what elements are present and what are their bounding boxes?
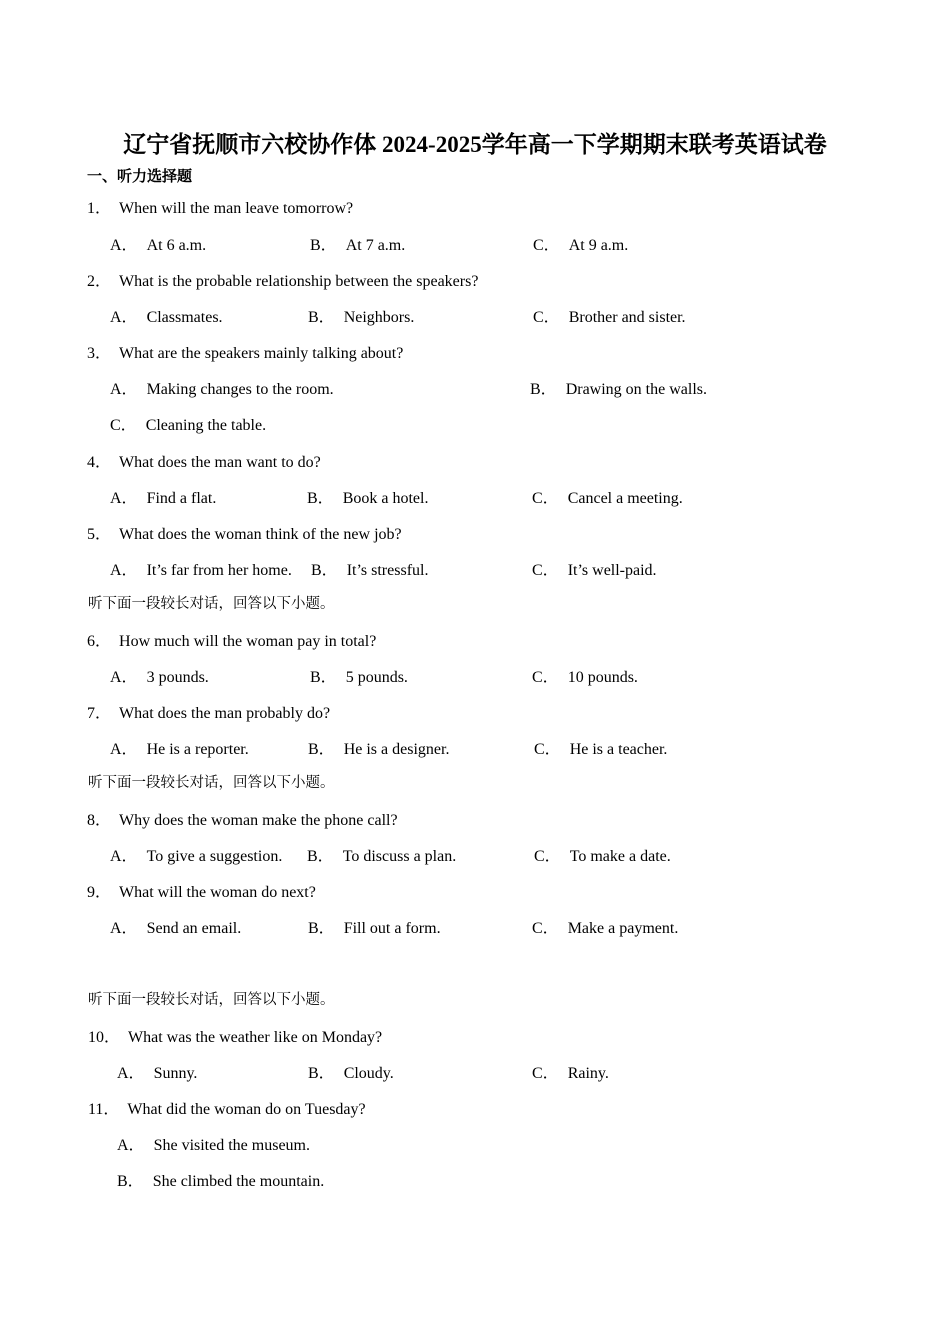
- option-7a[interactable]: [110, 736, 249, 759]
- option-9c[interactable]: [532, 915, 678, 938]
- option-label: B．: [117, 1173, 144, 1190]
- option-4b[interactable]: [307, 485, 428, 508]
- question-11: [88, 1096, 366, 1119]
- option-text: At 9 a.m.: [568, 237, 629, 254]
- option-2c[interactable]: [533, 304, 686, 327]
- option-text: To give a suggestion.: [146, 848, 283, 865]
- option-text: 10 pounds.: [567, 669, 638, 686]
- option-10b[interactable]: [308, 1060, 394, 1083]
- option-8c[interactable]: [534, 843, 671, 866]
- question-10: [88, 1024, 382, 1047]
- option-text: Send an email.: [146, 920, 242, 937]
- option-8a[interactable]: [110, 843, 282, 866]
- option-label: B．: [530, 381, 557, 398]
- question-number: 10．: [88, 1029, 121, 1046]
- question-6: [87, 628, 376, 651]
- option-label: C．: [533, 309, 560, 326]
- question-text: What are the speakers mainly talking about?: [119, 345, 404, 362]
- option-5b[interactable]: [311, 557, 428, 580]
- option-text: He is a teacher.: [569, 741, 668, 758]
- question-text: Why does the woman make the phone call?: [119, 812, 398, 829]
- option-6c[interactable]: [532, 664, 638, 687]
- instruction-note: 听下面一段较长对话，回答以下小题。: [88, 596, 335, 612]
- question-text: What did the woman do on Tuesday?: [127, 1101, 366, 1118]
- option-3b[interactable]: [530, 376, 707, 399]
- option-1a[interactable]: [110, 232, 206, 255]
- question-number: 11．: [88, 1101, 120, 1118]
- question-number: 8．: [87, 812, 112, 829]
- option-text: It’s well-paid.: [567, 562, 657, 579]
- question-number: 5．: [87, 526, 112, 543]
- option-text: At 7 a.m.: [345, 237, 406, 254]
- option-text: Making changes to the room.: [146, 381, 334, 398]
- option-text: She climbed the mountain.: [152, 1173, 325, 1190]
- option-7c[interactable]: [534, 736, 667, 759]
- option-text: Rainy.: [567, 1065, 609, 1082]
- question-4: [87, 449, 321, 472]
- option-text: Fill out a form.: [343, 920, 441, 937]
- option-label: C．: [532, 1065, 559, 1082]
- option-label: C．: [110, 417, 137, 434]
- option-label: A．: [110, 669, 138, 686]
- question-text: What will the woman do next?: [119, 884, 316, 901]
- question-text: What does the man probably do?: [119, 705, 331, 722]
- option-text: He is a designer.: [343, 741, 450, 758]
- option-text: Cloudy.: [343, 1065, 394, 1082]
- option-label: B．: [310, 669, 337, 686]
- option-label: B．: [308, 920, 335, 937]
- question-5: [87, 521, 402, 544]
- option-label: A．: [110, 490, 138, 507]
- question-text: What was the weather like on Monday?: [128, 1029, 383, 1046]
- option-text: It’s stressful.: [346, 562, 429, 579]
- option-9a[interactable]: [110, 915, 241, 938]
- question-7: [87, 700, 330, 723]
- instruction-note: 听下面一段较长对话，回答以下小题。: [88, 775, 335, 791]
- option-label: C．: [534, 848, 561, 865]
- option-label: B．: [308, 1065, 335, 1082]
- option-3c[interactable]: [110, 412, 266, 435]
- option-3a[interactable]: [110, 376, 334, 399]
- question-text: When will the man leave tomorrow?: [119, 200, 354, 217]
- option-text: Brother and sister.: [568, 309, 686, 326]
- option-6a[interactable]: [110, 664, 209, 687]
- option-label: A．: [110, 562, 138, 579]
- option-label: C．: [532, 920, 559, 937]
- option-label: A．: [110, 848, 138, 865]
- option-text: It’s far from her home.: [146, 562, 292, 579]
- option-text: Drawing on the walls.: [565, 381, 707, 398]
- option-label: B．: [307, 490, 334, 507]
- option-text: To discuss a plan.: [342, 848, 457, 865]
- question-text: What does the woman think of the new job?: [119, 526, 402, 543]
- question-number: 2．: [87, 273, 112, 290]
- option-text: Sunny.: [153, 1065, 198, 1082]
- option-1b[interactable]: [310, 232, 405, 255]
- option-label: C．: [532, 669, 559, 686]
- option-text: Book a hotel.: [342, 490, 429, 507]
- question-text: What is the probable relationship between the speakers?: [119, 273, 479, 290]
- option-10a[interactable]: [117, 1060, 197, 1083]
- option-text: Neighbors.: [343, 309, 415, 326]
- question-2: [87, 268, 478, 291]
- option-6b[interactable]: [310, 664, 408, 687]
- option-text: Cancel a meeting.: [567, 490, 683, 507]
- option-2a[interactable]: [110, 304, 223, 327]
- option-label: C．: [532, 490, 559, 507]
- option-4a[interactable]: [110, 485, 216, 508]
- question-text: How much will the woman pay in total?: [119, 633, 377, 650]
- question-number: 7．: [87, 705, 112, 722]
- question-number: 4．: [87, 454, 112, 471]
- option-text: 3 pounds.: [146, 669, 209, 686]
- question-8: [87, 807, 398, 830]
- option-text: 5 pounds.: [345, 669, 408, 686]
- option-1c[interactable]: [533, 232, 628, 255]
- option-text: He is a reporter.: [146, 741, 249, 758]
- option-text: To make a date.: [569, 848, 671, 865]
- option-7b[interactable]: [308, 736, 449, 759]
- option-10c[interactable]: [532, 1060, 609, 1083]
- option-11b[interactable]: [117, 1168, 324, 1191]
- option-label: C．: [534, 741, 561, 758]
- option-text: Classmates.: [146, 309, 223, 326]
- question-number: 1．: [87, 200, 112, 217]
- option-text: She visited the museum.: [153, 1137, 310, 1154]
- option-label: C．: [532, 562, 559, 579]
- option-label: A．: [110, 920, 138, 937]
- option-label: C．: [533, 237, 560, 254]
- option-5a[interactable]: [110, 557, 292, 580]
- option-text: At 6 a.m.: [146, 237, 207, 254]
- option-8b[interactable]: [307, 843, 456, 866]
- option-5c[interactable]: [532, 557, 657, 580]
- option-label: A．: [110, 237, 138, 254]
- option-label: B．: [307, 848, 334, 865]
- question-number: 9．: [87, 884, 112, 901]
- option-text: Make a payment.: [567, 920, 679, 937]
- option-label: B．: [310, 237, 337, 254]
- option-text: Find a flat.: [146, 490, 217, 507]
- option-9b[interactable]: [308, 915, 441, 938]
- option-label: A．: [110, 381, 138, 398]
- option-text: Cleaning the table.: [145, 417, 267, 434]
- option-label: A．: [117, 1137, 145, 1154]
- instruction-note: 听下面一段较长对话，回答以下小题。: [88, 992, 335, 1008]
- question-9: [87, 879, 316, 902]
- option-label: A．: [110, 309, 138, 326]
- option-label: A．: [110, 741, 138, 758]
- question-number: 6．: [87, 633, 112, 650]
- question-text: What does the man want to do?: [119, 454, 321, 471]
- section-heading: 一、听力选择题: [87, 167, 193, 185]
- option-4c[interactable]: [532, 485, 683, 508]
- question-1: [87, 195, 353, 218]
- option-11a[interactable]: [117, 1132, 310, 1155]
- option-label: B．: [308, 741, 335, 758]
- question-number: 3．: [87, 345, 112, 362]
- option-label: B．: [308, 309, 335, 326]
- question-3: [87, 340, 403, 363]
- option-2b[interactable]: [308, 304, 414, 327]
- option-label: A．: [117, 1065, 145, 1082]
- option-label: B．: [311, 562, 338, 579]
- page-title: 辽宁省抚顺市六校协作体 2024-2025学年高一下学期期末联考英语试卷: [123, 132, 827, 157]
